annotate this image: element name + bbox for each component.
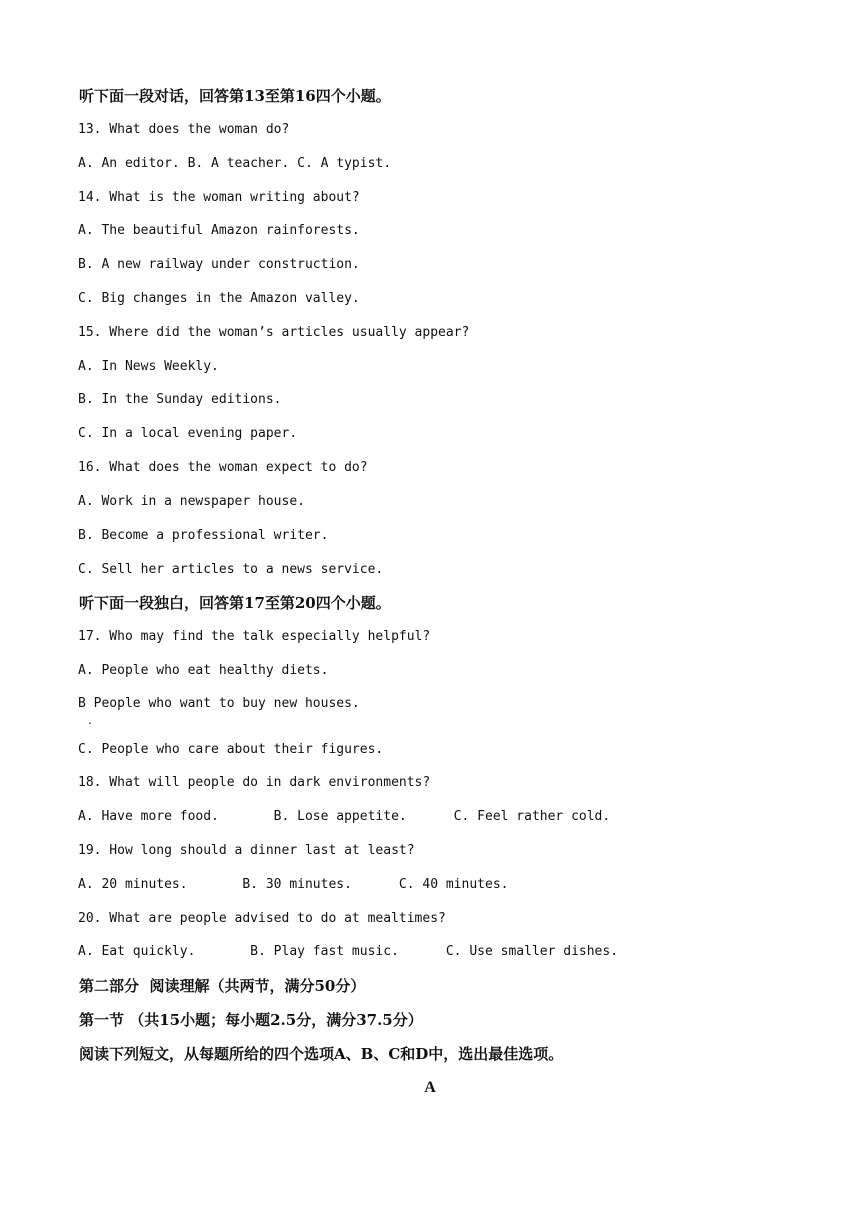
question-15-option-a: A. In News Weekly. xyxy=(78,359,219,374)
question-14-option-b: B. A new railway under construction. xyxy=(78,257,360,272)
question-19: 19. How long should a dinner last at least? xyxy=(78,843,415,858)
question-17-option-c: C. People who care about their figures. xyxy=(78,742,384,757)
reading-instructions: 阅读下列短文，从每题所给的四个选项A、B、C和D中，选出最佳选项。 xyxy=(79,1045,564,1063)
question-16-option-c: C. Sell her articles to a news service. xyxy=(78,562,384,577)
question-15-option-c: C. In a local evening paper. xyxy=(78,426,298,441)
section-heading-monologue-17-20: 听下面一段独白，回答第17至第20四个小题。 xyxy=(79,594,391,612)
question-13-options: A. An editor. B. A teacher. C. A typist. xyxy=(78,156,392,171)
question-18: 18. What will people do in dark environments? xyxy=(78,775,431,790)
question-16-option-b: B. Become a professional writer. xyxy=(78,528,329,543)
question-20-options: A. Eat quickly. B. Play fast music. C. Use smaller dishes. xyxy=(78,944,619,959)
passage-label-a: A xyxy=(424,1079,436,1096)
question-20: 20. What are people advised to do at mealtimes? xyxy=(78,911,446,926)
question-14-option-a: A. The beautiful Amazon rainforests. xyxy=(78,223,360,238)
question-17: 17. Who may find the talk especially helpful? xyxy=(78,629,431,644)
question-14: 14. What is the woman writing about? xyxy=(78,190,360,205)
question-15-option-b: B. In the Sunday editions. xyxy=(78,392,282,407)
question-16: 16. What does the woman expect to do? xyxy=(78,460,368,475)
question-16-option-a: A. Work in a newspaper house. xyxy=(78,494,305,509)
question-18-options: A. Have more food. B. Lose appetite. C. Feel rather cold. xyxy=(78,809,611,824)
section-one-heading: 第一节 （共15小题；每小题2.5分，满分37.5分） xyxy=(79,1011,423,1029)
question-14-option-c: C. Big changes in the Amazon valley. xyxy=(78,291,360,306)
stray-dot: . xyxy=(88,713,92,727)
question-17-option-a: A. People who eat healthy diets. xyxy=(78,663,329,678)
part-two-heading: 第二部分 阅读理解（共两节，满分50分） xyxy=(79,977,366,995)
section-heading-dialogue-13-16: 听下面一段对话，回答第13至第16四个小题。 xyxy=(79,87,391,105)
question-15: 15. Where did the woman’s articles usually appear? xyxy=(78,325,470,340)
question-13: 13. What does the woman do? xyxy=(78,122,290,137)
question-19-options: A. 20 minutes. B. 30 minutes. C. 40 minutes. xyxy=(78,877,509,892)
question-17-option-b: B People who want to buy new houses. xyxy=(78,696,360,711)
